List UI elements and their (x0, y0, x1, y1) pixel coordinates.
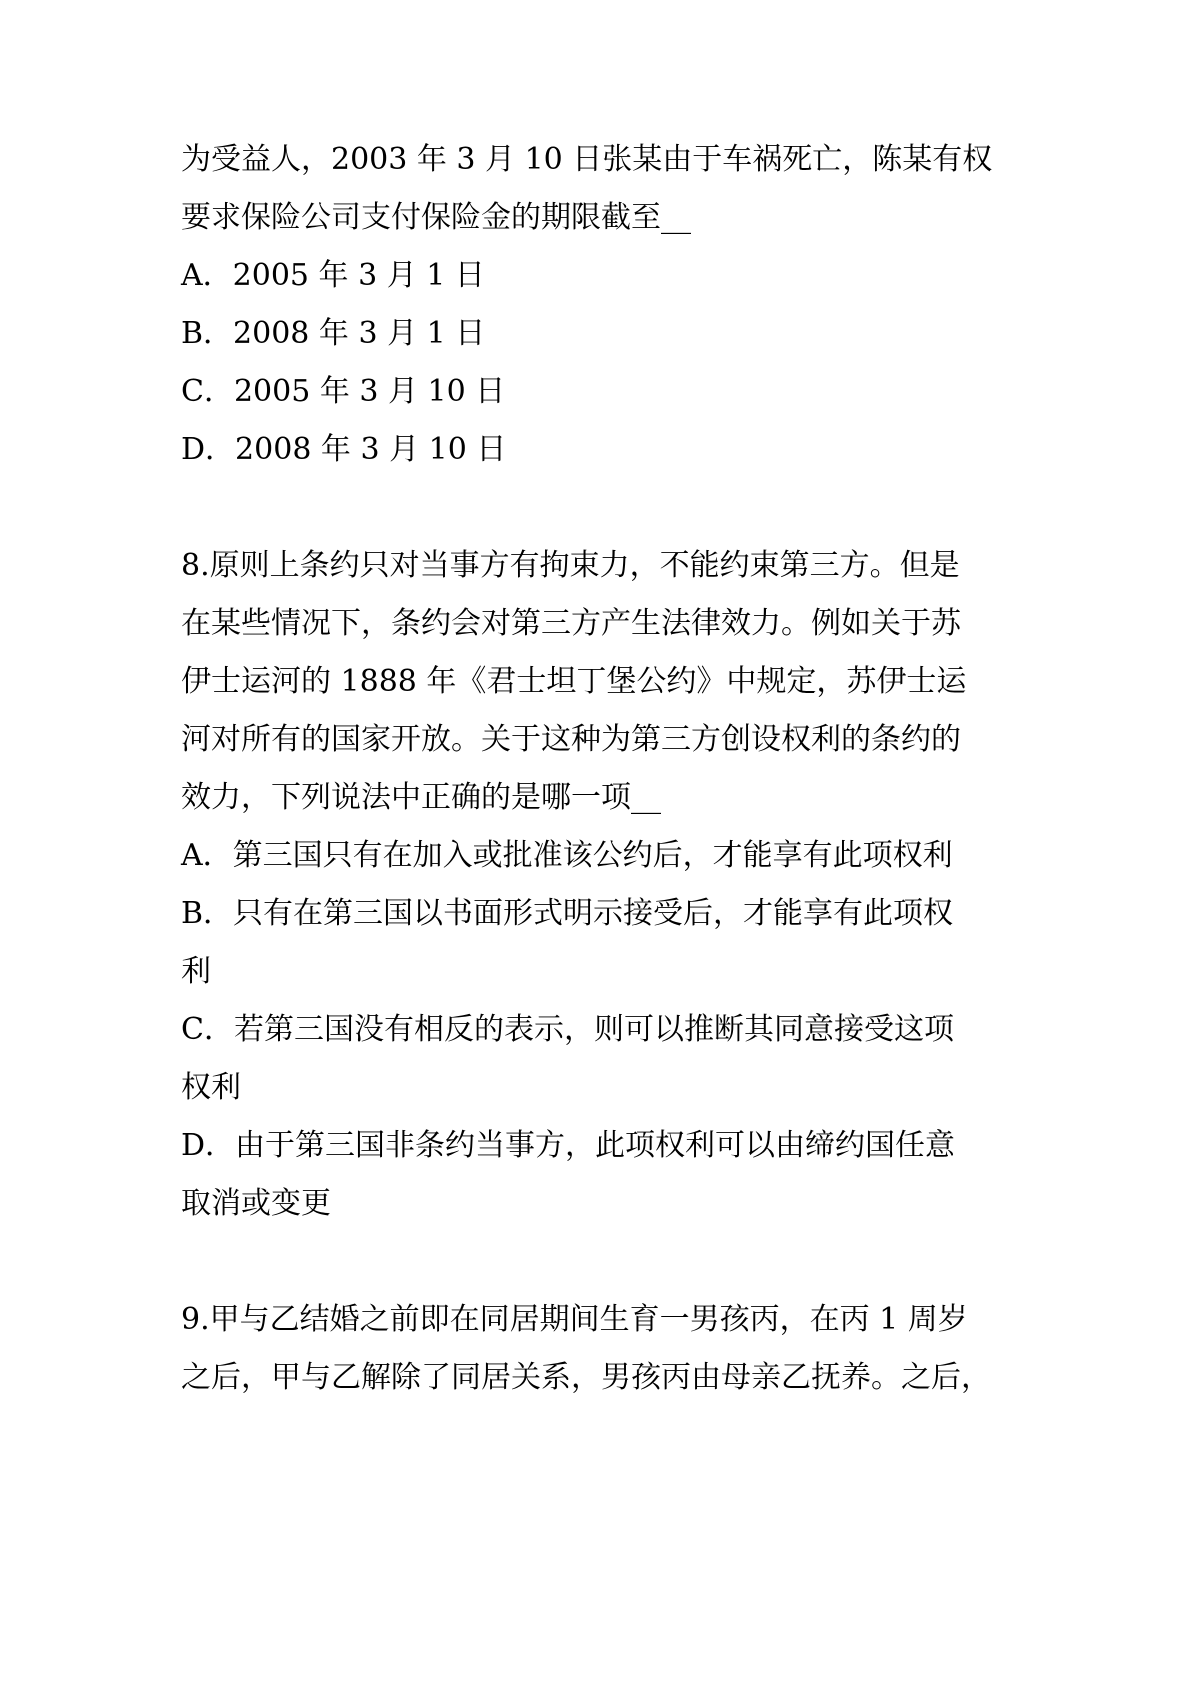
q8-option-b-line-1: B．只有在第三国以书面形式明示接受后，才能享有此项权 (181, 896, 954, 931)
q8-stem-line-1: 8.原则上条约只对当事方有拘束力，不能约束第三方。但是 (181, 548, 960, 583)
q8-option-c-line-2: 权利 (181, 1070, 241, 1105)
q7-option-d: D．2008 年 3 月 10 日 (181, 432, 507, 467)
q8-stem-line-3: 伊士运河的 1888 年《君士坦丁堡公约》中规定，苏伊士运 (181, 664, 967, 699)
q9-stem-line-1: 9.甲与乙结婚之前即在同居期间生育一男孩丙，在丙 1 周岁 (181, 1302, 968, 1337)
q8-option-b-line-2: 利 (181, 954, 211, 989)
q8-option-c-line-1: C．若第三国没有相反的表示，则可以推断其同意接受这项 (181, 1012, 954, 1047)
q7-option-a: A．2005 年 3 月 1 日 (181, 258, 485, 293)
q8-stem-line-4: 河对所有的国家开放。关于这种为第三方创设权利的条约的 (181, 722, 961, 757)
q8-option-d-line-1: D．由于第三国非条约当事方，此项权利可以由缔约国任意 (181, 1128, 956, 1163)
q7-option-c: C．2005 年 3 月 10 日 (181, 374, 506, 409)
q8-option-d-line-2: 取消或变更 (181, 1186, 331, 1221)
q9-stem-line-2: 之后，甲与乙解除了同居关系，男孩丙由母亲乙抚养。之后， (181, 1360, 991, 1395)
q8-stem-line-5: 效力，下列说法中正确的是哪一项__ (181, 780, 661, 815)
q8-stem-line-2: 在某些情况下，条约会对第三方产生法律效力。例如关于苏 (181, 606, 961, 641)
q7-stem-line-1: 为受益人，2003 年 3 月 10 日张某由于车祸死亡，陈某有权 (181, 142, 993, 177)
q7-option-b: B．2008 年 3 月 1 日 (181, 316, 486, 351)
q7-stem-line-2: 要求保险公司支付保险金的期限截至__ (181, 200, 691, 235)
q8-option-a: A．第三国只有在加入或批准该公约后，才能享有此项权利 (181, 838, 953, 873)
